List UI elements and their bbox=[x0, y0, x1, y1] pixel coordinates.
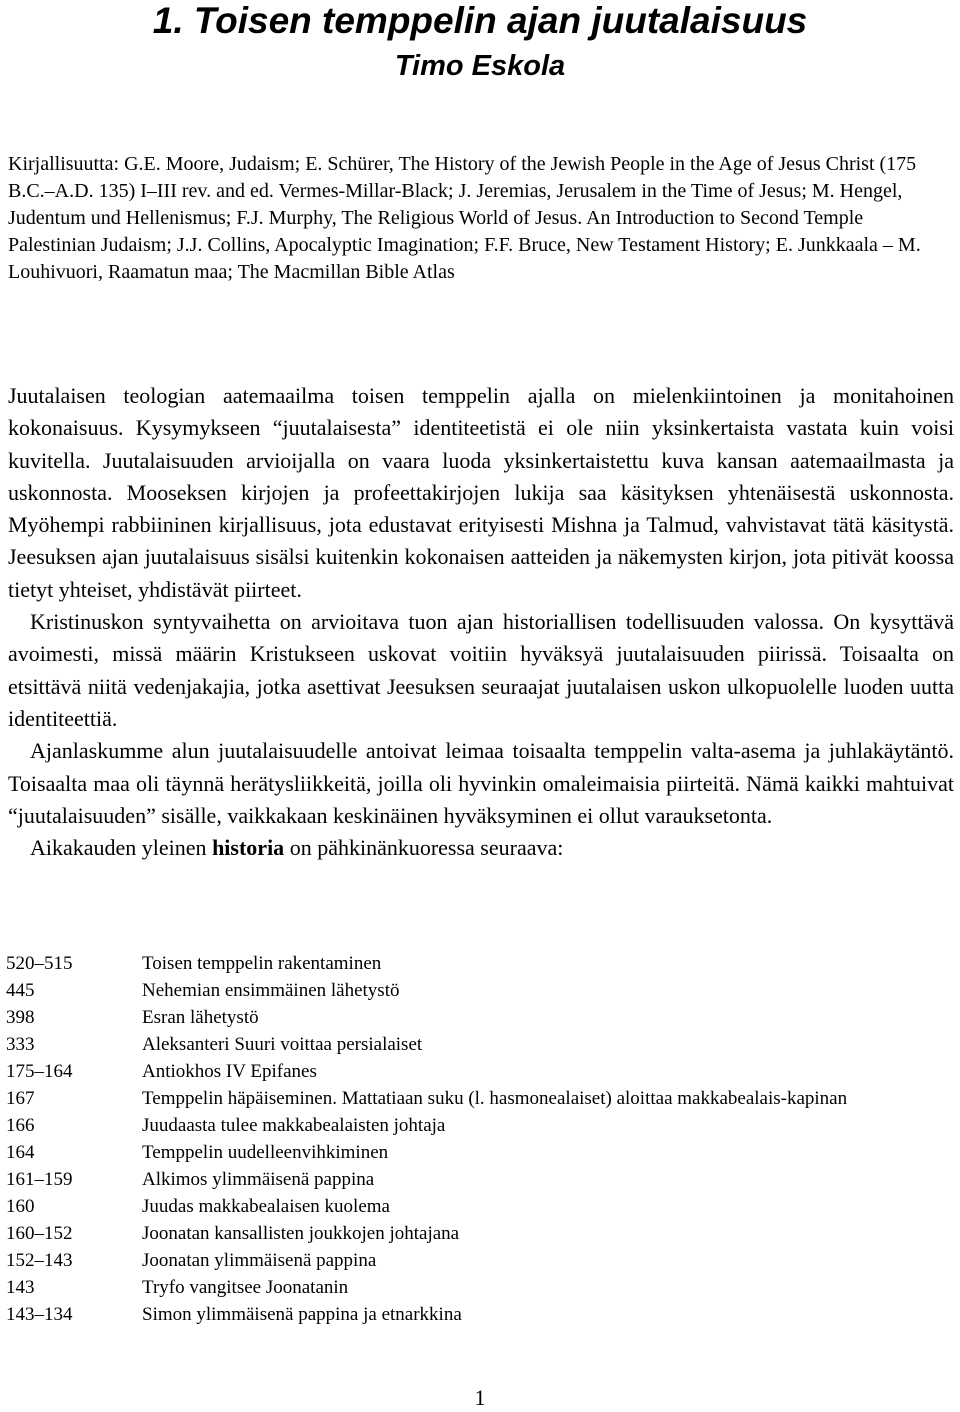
history-timeline bbox=[6, 950, 956, 1328]
timeline-event: Tryfo vangitsee Joonatanin bbox=[142, 1277, 349, 1298]
timeline-row bbox=[6, 1112, 956, 1139]
timeline-year: 164 bbox=[6, 1142, 35, 1163]
history-intro-after: on pähkinänkuoressa seuraava: bbox=[284, 835, 564, 861]
timeline-year: 333 bbox=[6, 1034, 35, 1055]
timeline-year: 160–152 bbox=[6, 1223, 73, 1244]
timeline-event: Juudas makkabealaisen kuolema bbox=[142, 1196, 390, 1217]
timeline-event: Temppelin häpäiseminen. Mattatiaan suku (l. hasmonealaiset) aloittaa makkabealais-kapinan bbox=[142, 1088, 848, 1109]
timeline-year: 445 bbox=[6, 980, 35, 1001]
body-text bbox=[8, 380, 954, 864]
timeline-event: Esran lähetystö bbox=[142, 1007, 259, 1028]
timeline-event: Aleksanteri Suuri voittaa persialaiset bbox=[142, 1034, 423, 1055]
timeline-year: 152–143 bbox=[6, 1250, 73, 1271]
document-title: 1. Toisen temppelin ajan juutalaisuus bbox=[152, 0, 808, 41]
timeline-event: Simon ylimmäisenä pappina ja etnarkkina bbox=[142, 1304, 462, 1325]
document-author: Timo Eskola bbox=[394, 50, 566, 82]
timeline-year: 143 bbox=[6, 1277, 35, 1298]
timeline-event: Joonatan ylimmäisenä pappina bbox=[142, 1250, 377, 1271]
timeline-year: 398 bbox=[6, 1007, 35, 1028]
page-number: 1 bbox=[474, 1385, 486, 1410]
timeline-year: 520–515 bbox=[6, 953, 73, 974]
timeline-event: Alkimos ylimmäisenä pappina bbox=[142, 1169, 375, 1190]
timeline-row bbox=[6, 1193, 956, 1220]
timeline-row bbox=[6, 1301, 956, 1328]
history-intro-before: Aikakauden yleinen bbox=[30, 835, 213, 861]
timeline-row bbox=[6, 1004, 956, 1031]
timeline-event: Antiokhos IV Epifanes bbox=[142, 1061, 317, 1082]
timeline-row bbox=[6, 1085, 956, 1112]
timeline-row bbox=[6, 1031, 956, 1058]
timeline-year: 166 bbox=[6, 1115, 35, 1136]
timeline-event: Juudaasta tulee makkabealaisten johtaja bbox=[142, 1115, 446, 1136]
history-intro-bold: historia bbox=[212, 835, 285, 861]
timeline-year: 143–134 bbox=[6, 1304, 73, 1325]
timeline-event: Temppelin uudelleenvihkiminen bbox=[142, 1142, 389, 1163]
timeline-event: Toisen temppelin rakentaminen bbox=[142, 953, 382, 974]
paragraph-1: Juutalaisen teologian aatemaailma toisen temppelin ajalla on mielenkiintoinen ja monitahoinen kokonaisuus. Kysymykseen “juutalaisesta” identiteetistä ei ole niin yksinkertaista vastata kuin voisi kuvitella. Juutalaisuuden arvioijalla on vaara luoda yksinkertaistettu kuva kansan aatemaailmasta ja uskonnosta. Mooseksen kirjojen ja profeettakirjojen lukija saa käsityksen yhtenäisestä uskonnosta. Myöhempi rabbiininen kirjallisuus, jota edustavat erityisesti Mishna ja Talmud, vahvistavat tätä käsitystä. Jeesuksen ajan juutalaisuus sisälsi kuitenkin kokonaisen aatteiden ja näkemysten kirjon, jota pitivät koossa tietyt yhteiset, yhdistävät piirteet. bbox=[8, 383, 954, 602]
timeline-event: Joonatan kansallisten joukkojen johtajana bbox=[142, 1223, 460, 1244]
paragraph-2: Kristinuskon syntyvaihetta on arvioitava tuon ajan historiallisen todellisuuden valossa. On kysyttävä avoimesti, missä määrin Kristukseen uskovat voitiin hyväksyä juutalaisuuden piirissä. Toisaalta on etsittävä niitä vedenjakajia, jotka asettivat Jeesuksen seuraajat juutalaisen uskon ulkopuolelle luoden uutta identiteettiä. bbox=[8, 609, 954, 731]
timeline-row bbox=[6, 950, 956, 977]
timeline-year: 161–159 bbox=[6, 1169, 73, 1190]
history-intro bbox=[8, 832, 954, 864]
timeline-row bbox=[6, 1058, 956, 1085]
timeline-row bbox=[6, 1166, 956, 1193]
timeline-row bbox=[6, 1247, 956, 1274]
timeline-year: 167 bbox=[6, 1088, 35, 1109]
timeline-year: 175–164 bbox=[6, 1061, 73, 1082]
bibliography: Kirjallisuutta: G.E. Moore, Judaism; E. Schürer, The History of the Jewish People in the Age of Jesus Christ (175 B.C.–A.D. 135) I–III rev. and ed. Vermes-Millar-Black; J. Jeremias, Jerusalem in the Time of Jesus; M. Hengel, Judentum und Hellenismus; F.J. Murphy, The Religious World of Jesus. An Introduction to Second Temple Palestinian Judaism; J.J. Collins, Apocalyptic Imagination; F.F. Bruce, New Testament History; E. Junkkaala – M. Louhivuori, Raamatun maa; The Macmillan Bible Atlas bbox=[8, 153, 921, 283]
timeline-row bbox=[6, 1220, 956, 1247]
timeline-row bbox=[6, 977, 956, 1004]
paragraph-3: Ajanlaskumme alun juutalaisuudelle antoivat leimaa toisaalta temppelin valta-asema ja juhlakäytäntö. Toisaalta maa oli täynnä herätysliikkeitä, joilla oli hyvinkin omaleimaisia piirteitä. Nämä kaikki mahtuivat “juutalaisuuden” sisälle, vaikkakaan keskinäinen hyväksyminen ei ollut varauksetonta. bbox=[8, 738, 954, 828]
timeline-year: 160 bbox=[6, 1196, 35, 1217]
timeline-event: Nehemian ensimmäinen lähetystö bbox=[142, 980, 400, 1001]
timeline-row bbox=[6, 1274, 956, 1301]
timeline-row bbox=[6, 1139, 956, 1166]
